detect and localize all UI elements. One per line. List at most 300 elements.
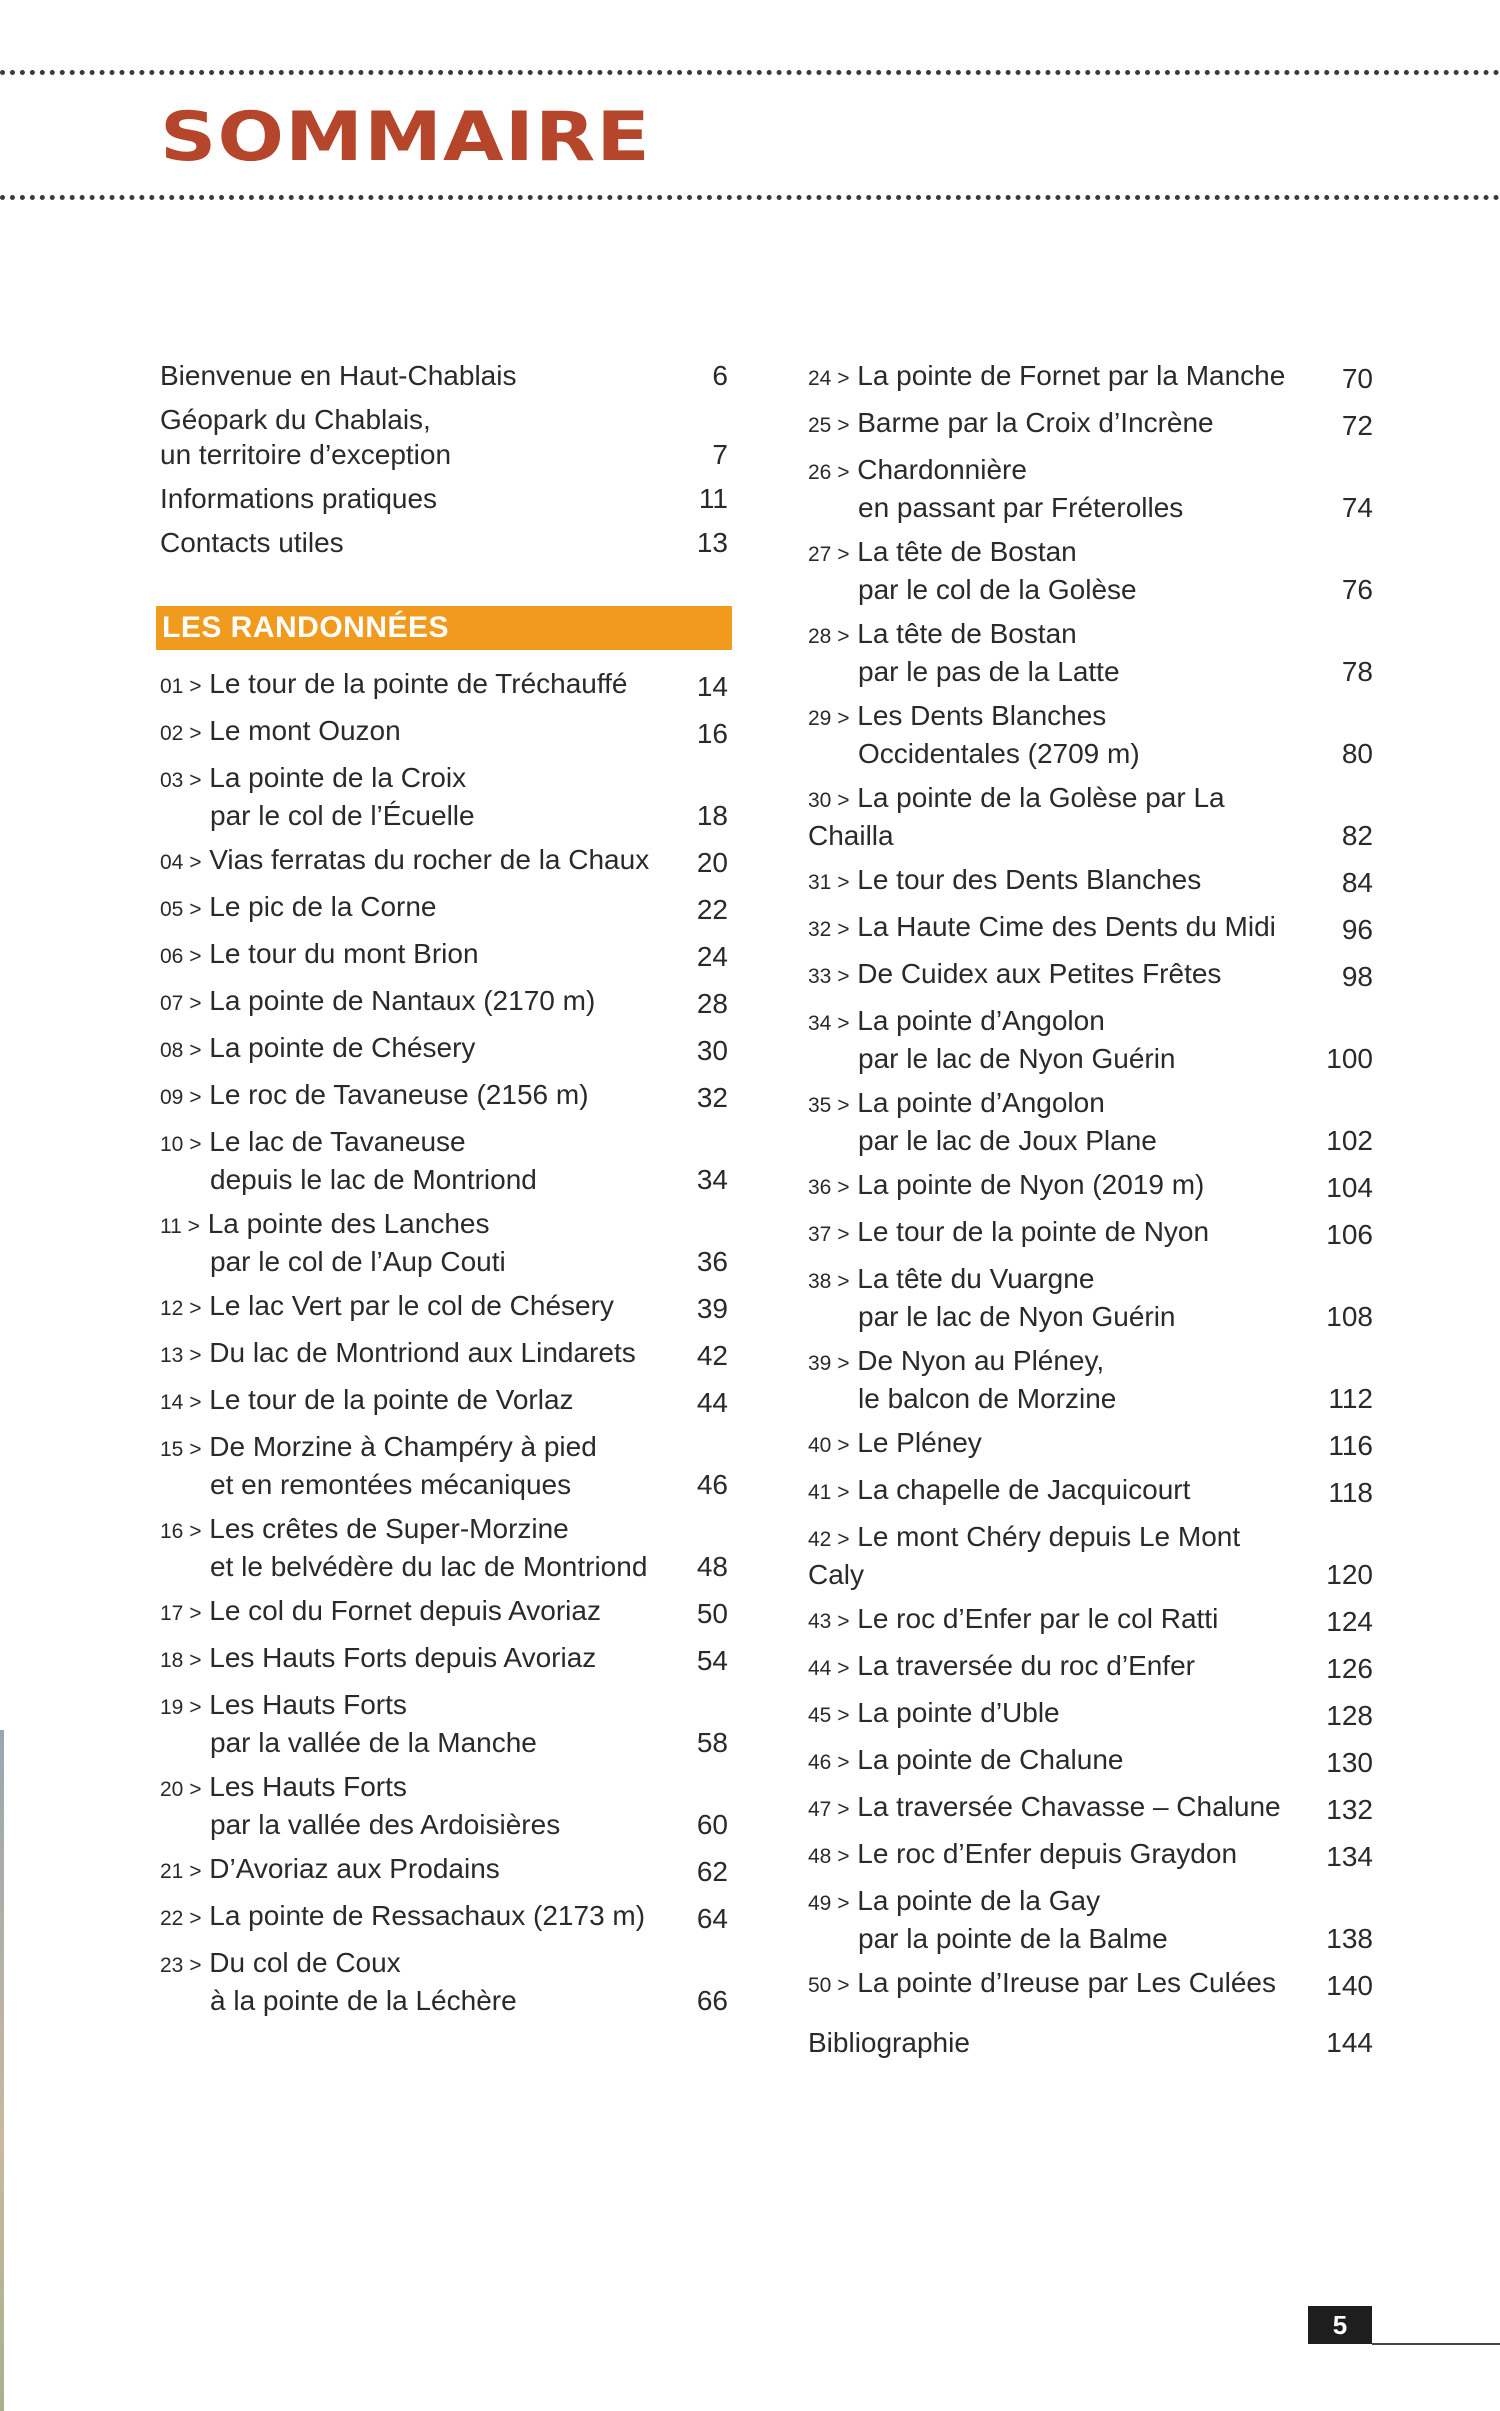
entry-page: 64 (696, 1903, 728, 1934)
entry-title (160, 1288, 658, 1326)
entry-title-continued (858, 1381, 1303, 1416)
entry-page: 11 (698, 483, 728, 514)
entry-title-text: D’Avoriaz aux Prodains (209, 1853, 500, 1884)
entry-page: 82 (1341, 820, 1373, 851)
entry-page: 34 (696, 1164, 728, 1195)
entry-title (160, 1382, 658, 1420)
entry-page: 76 (1341, 574, 1373, 605)
entry-title (808, 1085, 1303, 1123)
entry-page: 104 (1326, 1172, 1373, 1203)
toc-entry[interactable] (160, 889, 728, 927)
entry-title (160, 760, 658, 798)
entry-title-continued (210, 798, 658, 833)
entry-number: 10 > (160, 1133, 202, 1156)
entry-number: 01 > (160, 675, 202, 698)
entry-title-text: par le col de la Golèse (858, 574, 1137, 605)
entry-title (160, 1206, 658, 1244)
entry-page: 120 (1326, 1559, 1373, 1590)
entry-title-continued (858, 736, 1303, 771)
toc-entry[interactable] (160, 1511, 728, 1584)
entry-title (160, 1077, 658, 1115)
entry-page: 128 (1326, 1700, 1373, 1731)
entry-title (160, 481, 658, 516)
entry-title-text: le balcon de Morzine (858, 1383, 1117, 1414)
entry-title-text: Le col du Fornet depuis Avoriaz (209, 1595, 601, 1626)
toc-entry[interactable] (808, 358, 1373, 396)
entry-title-text: par le col de l’Écuelle (210, 800, 475, 831)
entry-number: 18 > (160, 1649, 202, 1672)
entry-number: 33 > (808, 965, 850, 988)
entry-title-text: par le col de l’Aup Couti (210, 1246, 506, 1277)
toc-entry[interactable] (160, 1077, 728, 1115)
entry-title-text: Informations pratiques (160, 483, 438, 514)
entry-number: 20 > (160, 1778, 202, 1801)
entry-title-text: La pointe de la Gay (857, 1885, 1101, 1916)
entry-number: 29 > (808, 707, 850, 730)
toc-entry[interactable] (160, 1288, 728, 1326)
entry-page: 14 (696, 671, 728, 702)
toc-entry[interactable] (160, 983, 728, 1021)
entry-title-text: Les crêtes de Super-Morzine (209, 1513, 569, 1544)
toc-entry[interactable] (808, 1742, 1373, 1780)
entry-number: 36 > (808, 1176, 850, 1199)
toc-entry[interactable] (160, 1640, 728, 1678)
entry-number: 27 > (808, 543, 850, 566)
toc-entry[interactable] (808, 909, 1373, 947)
entry-number: 44 > (808, 1657, 850, 1680)
entry-title-text: par la pointe de la Balme (858, 1923, 1168, 1954)
entry-number: 23 > (160, 1954, 202, 1977)
entry-title-text: Le tour de la pointe de Vorlaz (209, 1384, 574, 1415)
entry-title-text: La pointe de Ressachaux (2173 m) (209, 1900, 646, 1931)
entry-title-text: La chapelle de Jacquicourt (857, 1474, 1191, 1505)
entry-title (160, 1769, 658, 1807)
entry-title-text: par le lac de Nyon Guérin (858, 1301, 1176, 1332)
entry-title (808, 1601, 1303, 1639)
entry-page: 50 (696, 1598, 728, 1629)
toc-entry[interactable] (808, 616, 1373, 689)
entry-title (160, 1945, 658, 1983)
entry-page: 100 (1326, 1043, 1373, 1074)
entry-title-text: La tête de Bostan (857, 536, 1077, 567)
entry-page: 124 (1326, 1606, 1373, 1637)
entry-title-text: De Morzine à Champéry à pied (209, 1431, 597, 1462)
entry-title-continued (858, 654, 1303, 689)
entry-title (160, 1898, 658, 1936)
entry-page: 98 (1341, 961, 1373, 992)
toc-entry[interactable] (808, 1789, 1373, 1827)
entry-page: 22 (696, 894, 728, 925)
toc-entry[interactable] (160, 936, 728, 974)
entry-title-text: Le roc d’Enfer par le col Ratti (857, 1603, 1219, 1634)
entry-page: 66 (696, 1985, 728, 2016)
entry-title-continued (210, 1807, 658, 1842)
entry-title-text: Le tour du mont Brion (209, 938, 479, 969)
toc-entry[interactable] (160, 666, 728, 704)
toc-entry[interactable] (808, 1648, 1373, 1686)
entry-number: 16 > (160, 1520, 202, 1543)
entry-page: 144 (1326, 2027, 1373, 2058)
entry-title-text: Géopark du Chablais, (160, 404, 431, 435)
entry-number: 40 > (808, 1434, 850, 1457)
toc-entry[interactable] (160, 1945, 728, 2018)
entry-title-text: par la vallée de la Manche (210, 1727, 537, 1758)
entry-title (808, 405, 1303, 443)
toc-entry[interactable] (808, 1601, 1373, 1639)
entry-title-text: La pointe d’Ireuse par Les Culées (857, 1967, 1276, 1998)
entry-title-text: et le belvédère du lac de Montriond (210, 1551, 648, 1582)
entry-number: 25 > (808, 414, 850, 437)
entry-number: 19 > (160, 1696, 202, 1719)
entry-number: 45 > (808, 1704, 850, 1727)
entry-number: 37 > (808, 1223, 850, 1246)
entry-title-text: Le roc de Tavaneuse (2156 m) (209, 1079, 589, 1110)
entry-title (808, 452, 1303, 490)
entry-title (808, 616, 1303, 654)
entry-title-text: La pointe de Chalune (857, 1744, 1124, 1775)
entry-title-continued (210, 1162, 658, 1197)
entry-page: 20 (696, 847, 728, 878)
entry-number: 22 > (160, 1907, 202, 1930)
page-title: SOMMAIRE (160, 98, 651, 177)
toc-entry[interactable] (808, 1425, 1373, 1463)
toc-left-column (160, 358, 728, 2027)
entry-title-text: Le tour de la pointe de Tréchauffé (209, 668, 628, 699)
entry-title (808, 1472, 1303, 1510)
entry-number: 28 > (808, 625, 850, 648)
entry-title (808, 1214, 1303, 1252)
entry-number: 13 > (160, 1344, 202, 1367)
toc-entry[interactable] (808, 1883, 1373, 1956)
entry-page: 70 (1341, 363, 1373, 394)
entry-page: 132 (1326, 1794, 1373, 1825)
entry-page: 134 (1326, 1841, 1373, 1872)
entry-number: 49 > (808, 1892, 850, 1915)
entry-title-text: La Haute Cime des Dents du Midi (857, 911, 1276, 942)
entry-page: 32 (696, 1082, 728, 1113)
toc-entry[interactable] (808, 1965, 1373, 2003)
entry-title-text: La pointe de la Golèse par La Chailla (808, 782, 1225, 851)
entry-page: 126 (1326, 1653, 1373, 1684)
toc-entry[interactable] (808, 698, 1373, 771)
entry-title-text: La traversée du roc d’Enfer (857, 1650, 1195, 1681)
entry-title (808, 1695, 1303, 1733)
toc-entry[interactable] (808, 956, 1373, 994)
toc-entry[interactable] (160, 481, 728, 516)
entry-number: 38 > (808, 1270, 850, 1293)
entry-title (160, 1687, 658, 1725)
entry-title-text: Les Dents Blanches (857, 700, 1107, 731)
entry-number: 43 > (808, 1610, 850, 1633)
entry-title (808, 534, 1303, 572)
entry-title (160, 713, 658, 751)
entry-title-text: Chardonnière (857, 454, 1027, 485)
entry-number: 21 > (160, 1860, 202, 1883)
entry-title (808, 1519, 1303, 1592)
entry-title-text: par le lac de Nyon Guérin (858, 1043, 1176, 1074)
toc-entry[interactable] (808, 452, 1373, 525)
toc-entry[interactable] (160, 760, 728, 833)
entry-number: 30 > (808, 789, 850, 812)
entry-number: 02 > (160, 722, 202, 745)
entry-title (160, 1851, 658, 1889)
toc-entry[interactable] (808, 1085, 1373, 1158)
title-dotted-rule (0, 195, 1500, 200)
toc-entry[interactable] (160, 1593, 728, 1631)
entry-page: 80 (1341, 738, 1373, 769)
entry-title (160, 983, 658, 1021)
entry-page: 74 (1341, 492, 1373, 523)
entry-title-text: Vias ferratas du rocher de la Chaux (209, 844, 650, 875)
entry-title (160, 936, 658, 974)
entry-page: 106 (1326, 1219, 1373, 1250)
entry-title (160, 1124, 658, 1162)
entry-title-text: Occidentales (2709 m) (858, 738, 1140, 769)
toc-entry[interactable] (808, 1214, 1373, 1252)
entry-number: 48 > (808, 1845, 850, 1868)
entry-title-text: Contacts utiles (160, 527, 344, 558)
entry-page: 116 (1328, 1430, 1373, 1461)
entry-title (808, 909, 1303, 947)
page-number-rule (1372, 2343, 1500, 2345)
entry-title (160, 1593, 658, 1631)
toc-entry[interactable] (160, 1030, 728, 1068)
toc-entry[interactable] (160, 1898, 728, 1936)
entry-title-continued (858, 490, 1303, 525)
entry-page: 46 (696, 1469, 728, 1500)
entry-title: Bibliographie (808, 2027, 970, 2058)
entry-page: 138 (1326, 1923, 1373, 1954)
entry-title (160, 1030, 658, 1068)
entry-title-continued (858, 1299, 1303, 1334)
entry-title-text: La pointe de Nyon (2019 m) (857, 1169, 1205, 1200)
entry-title-text: Le pic de la Corne (209, 891, 437, 922)
entry-title (808, 1965, 1303, 2003)
entry-title-continued (858, 1123, 1303, 1158)
toc-entry[interactable] (160, 1851, 728, 1889)
entry-number: 15 > (160, 1438, 202, 1461)
entry-title (808, 1883, 1303, 1921)
entry-page: 102 (1326, 1125, 1373, 1156)
entry-title (160, 402, 658, 437)
entry-title-text: et en remontées mécaniques (210, 1469, 572, 1500)
page-number-badge: 5 (1308, 2306, 1372, 2344)
entry-number: 17 > (160, 1602, 202, 1625)
entry-page: 42 (696, 1340, 728, 1371)
entry-title-text: Le mont Ouzon (209, 715, 401, 746)
entry-title-text: Du col de Coux (209, 1947, 401, 1978)
entry-title (808, 1261, 1303, 1299)
entry-page: 39 (696, 1293, 728, 1324)
toc-entry[interactable] (808, 780, 1373, 853)
entry-title-text: La pointe de Fornet par la Manche (857, 360, 1286, 391)
entry-title-text: Bienvenue en Haut-Chablais (160, 360, 517, 391)
entry-title-text: Le lac de Tavaneuse (209, 1126, 466, 1157)
toc-entry[interactable] (160, 1687, 728, 1760)
entry-title-continued (858, 572, 1303, 607)
toc-entry[interactable] (808, 405, 1373, 443)
entry-title (808, 698, 1303, 736)
entry-title-text: Le tour de la pointe de Nyon (857, 1216, 1210, 1247)
entry-title (160, 358, 658, 393)
hikes-list-right (808, 358, 1373, 2003)
entry-title-text: La tête du Vuargne (857, 1263, 1095, 1294)
entry-page: 16 (696, 718, 728, 749)
entry-title (160, 1429, 658, 1467)
entry-number: 04 > (160, 851, 202, 874)
entry-number: 32 > (808, 918, 850, 941)
entry-title-text: Le roc d’Enfer depuis Graydon (857, 1838, 1238, 1869)
entry-title-continued (858, 1041, 1303, 1076)
entry-title (160, 889, 658, 927)
entry-page: 108 (1326, 1301, 1373, 1332)
entry-page: 18 (696, 800, 728, 831)
toc-entry[interactable] (808, 534, 1373, 607)
entry-title-text: La pointe de Chésery (209, 1032, 476, 1063)
entry-title-text: Les Hauts Forts (209, 1689, 407, 1720)
entry-page: 58 (696, 1727, 728, 1758)
entry-title-text: La tête de Bostan (857, 618, 1077, 649)
top-dotted-rule (0, 70, 1500, 75)
section-header-randonnees: LES RANDONNÉES (156, 606, 732, 650)
toc-entry[interactable] (808, 1695, 1373, 1733)
entry-page: 24 (696, 941, 728, 972)
toc-entry[interactable] (160, 713, 728, 751)
entry-page: 60 (696, 1809, 728, 1840)
entry-number: 14 > (160, 1391, 202, 1414)
entry-title-continued (210, 1244, 658, 1279)
entry-page: 112 (1328, 1383, 1373, 1414)
toc-entry[interactable] (160, 1382, 728, 1420)
entry-number: 08 > (160, 1039, 202, 1062)
entry-title-text: Les Hauts Forts depuis Avoriaz (209, 1642, 597, 1673)
entry-number: 31 > (808, 871, 850, 894)
entry-page: 7 (712, 439, 728, 470)
entry-title-continued (210, 1549, 658, 1584)
entry-page: 62 (696, 1856, 728, 1887)
entry-title (808, 780, 1303, 853)
entry-number: 42 > (808, 1528, 850, 1551)
entry-page: 44 (696, 1387, 728, 1418)
entry-title-text: Le mont Chéry depuis Le Mont Caly (808, 1521, 1241, 1590)
intro-list (160, 358, 728, 560)
toc-entry-bibliography[interactable] (808, 2025, 1373, 2060)
toc-entry[interactable] (160, 525, 728, 560)
entry-page: 78 (1341, 656, 1373, 687)
entry-title (160, 1640, 658, 1678)
entry-number: 26 > (808, 461, 850, 484)
entry-title-text: De Nyon au Pléney, (857, 1345, 1105, 1376)
entry-number: 24 > (808, 367, 850, 390)
entry-page: 30 (696, 1035, 728, 1066)
entry-number: 05 > (160, 898, 202, 921)
entry-title-text: en passant par Fréterolles (858, 492, 1184, 523)
entry-title (808, 1836, 1303, 1874)
toc-entry[interactable] (160, 358, 728, 393)
toc-entry[interactable] (160, 1206, 728, 1279)
entry-number: 50 > (808, 1974, 850, 1997)
entry-title-continued (858, 1921, 1303, 1956)
toc-entry[interactable] (160, 402, 728, 472)
entry-number: 39 > (808, 1352, 850, 1375)
toc-entry[interactable] (160, 842, 728, 880)
entry-title (808, 1425, 1303, 1463)
entry-page: 140 (1326, 1970, 1373, 2001)
entry-title-text: par le pas de la Latte (858, 656, 1120, 687)
toc-entry[interactable] (808, 1261, 1373, 1334)
toc-entry[interactable] (808, 1519, 1373, 1592)
entry-page: 96 (1341, 914, 1373, 945)
entry-title-text: La pointe de la Croix (209, 762, 467, 793)
entry-number: 46 > (808, 1751, 850, 1774)
entry-page: 118 (1328, 1477, 1373, 1508)
entry-number: 07 > (160, 992, 202, 1015)
entry-number: 12 > (160, 1297, 202, 1320)
entry-number: 41 > (808, 1481, 850, 1504)
entry-title-text: Le lac Vert par le col de Chésery (209, 1290, 614, 1321)
entry-title-continued (160, 437, 658, 472)
entry-title (808, 1789, 1303, 1827)
entry-title (160, 666, 658, 704)
entry-title-text: à la pointe de la Léchère (210, 1985, 517, 2016)
entry-title (808, 1648, 1303, 1686)
toc-entry[interactable] (808, 862, 1373, 900)
entry-number: 34 > (808, 1012, 850, 1035)
entry-title (808, 1742, 1303, 1780)
entry-title (160, 842, 658, 880)
entry-page: 13 (696, 527, 728, 558)
entry-title (808, 1343, 1303, 1381)
toc-entry[interactable] (808, 1167, 1373, 1205)
toc-entry[interactable] (808, 1003, 1373, 1076)
entry-number: 09 > (160, 1086, 202, 1109)
entry-page: 130 (1326, 1747, 1373, 1778)
entry-number: 35 > (808, 1094, 850, 1117)
entry-page: 84 (1341, 867, 1373, 898)
toc-entry[interactable] (808, 1343, 1373, 1416)
toc-entry[interactable] (160, 1124, 728, 1197)
entry-title-text: par la vallée des Ardoisières (210, 1809, 561, 1840)
entry-number: 47 > (808, 1798, 850, 1821)
entry-title-text: De Cuidex aux Petites Frêtes (857, 958, 1222, 989)
entry-title (160, 1511, 658, 1549)
entry-title-text: La traversée Chavasse – Chalune (857, 1791, 1281, 1822)
entry-title-text: Barme par la Croix d’Incrène (857, 407, 1214, 438)
entry-title (808, 956, 1303, 994)
left-edge-photo-strip (0, 1730, 4, 2411)
toc-right-column (808, 358, 1373, 2069)
entry-title-text: La pointe d’Angolon (857, 1087, 1105, 1118)
entry-title-text: La pointe de Nantaux (2170 m) (209, 985, 596, 1016)
entry-number: 03 > (160, 769, 202, 792)
toc-entry[interactable] (160, 1429, 728, 1502)
entry-title (160, 1335, 658, 1373)
entry-title-text: Le tour des Dents Blanches (857, 864, 1202, 895)
toc-entry[interactable] (160, 1769, 728, 1842)
toc-entry[interactable] (160, 1335, 728, 1373)
entry-page: 28 (696, 988, 728, 1019)
toc-entry[interactable] (808, 1836, 1373, 1874)
entry-title-text: Du lac de Montriond aux Lindarets (209, 1337, 636, 1368)
entry-page: 6 (712, 360, 728, 391)
entry-title-continued (210, 1725, 658, 1760)
hikes-list-left (160, 666, 728, 2018)
toc-entry[interactable] (808, 1472, 1373, 1510)
entry-title-text: La pointe d’Angolon (857, 1005, 1105, 1036)
entry-title-continued (210, 1983, 658, 2018)
entry-page: 36 (696, 1246, 728, 1277)
entry-title-text: La pointe d’Uble (857, 1697, 1060, 1728)
